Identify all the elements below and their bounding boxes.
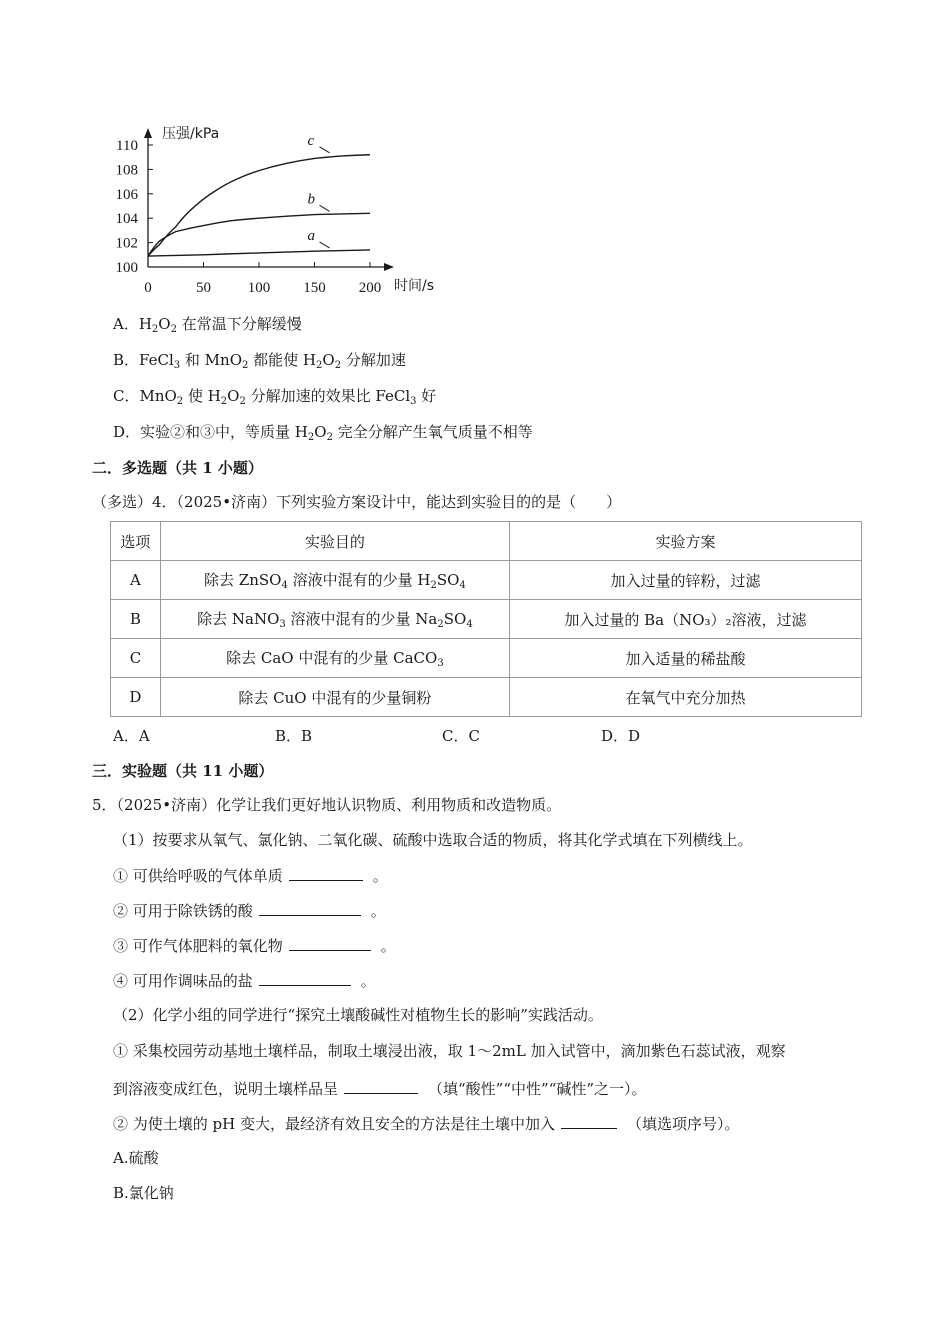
row-goal: 除去 CaO 中混有的少量 CaCO$_3$ bbox=[160, 639, 509, 678]
x-tick-label: 200 bbox=[358, 280, 382, 296]
q5-step1-line2: 到溶液变成红色，说明土壤样品呈 （填“酸性”“中性”“碱性”之一）。 bbox=[113, 1077, 647, 1099]
row-plan: 在氧气中充分加热 bbox=[509, 678, 861, 717]
q5-part1: （1）按要求从氧气、氯化钠、二氧化碳、硫酸中选取合适的物质，将其化学式填在下列横线上。 bbox=[113, 831, 753, 849]
section-2-title: 二．多选题（共 1 小题） bbox=[92, 459, 263, 477]
table-row bbox=[111, 561, 862, 600]
q4-answer-d[interactable]: D．D bbox=[601, 727, 641, 745]
row-plan: 加入过量的锌粉，过滤 bbox=[509, 561, 861, 600]
q5-item2: ② 可用于除铁锈的酸 。 bbox=[113, 899, 386, 921]
q5-step1-line1: ① 采集校园劳动基地土壤样品，制取土壤浸出液，取 1～2mL 加入试管中，滴加紫色石蕊试液，观察 bbox=[113, 1042, 786, 1060]
header-plan: 实验方案 bbox=[509, 522, 861, 561]
x-tick-label: 50 bbox=[196, 280, 211, 296]
table-row bbox=[111, 639, 862, 678]
y-axis-label: 压强/kPa bbox=[162, 126, 220, 142]
y-tick-label: 108 bbox=[115, 162, 138, 179]
row-goal: 除去 ZnSO$_4$ 溶液中混有的少量 $H_2SO_4$ bbox=[160, 561, 509, 600]
q5-stem: 5．（2025•济南）化学让我们更好地认识物质、利用物质和改造物质。 bbox=[92, 796, 562, 814]
q5-step2: ② 为使土壤的 pH 变大，最经济有效且安全的方法是往土壤中加入 （填选项序号）。 bbox=[113, 1112, 740, 1134]
chart-series bbox=[148, 133, 370, 256]
q5-part2: （2）化学小组的同学进行“探究土壤酸碱性对植物生长的影响”实践活动。 bbox=[113, 1006, 603, 1024]
x-axis-arrow bbox=[384, 263, 394, 271]
series-label-b: b bbox=[307, 191, 315, 208]
answer-blank[interactable] bbox=[259, 899, 361, 916]
q5-item4: ④ 可用作调味品的盐 。 bbox=[113, 969, 376, 991]
q3-option-c: C．MnO$_2$ 使 $H_2O_2$ 分解加速的效果比 FeCl$_3$ 好 bbox=[113, 387, 437, 407]
series-label-c: c bbox=[307, 132, 315, 149]
answer-blank[interactable] bbox=[289, 934, 371, 951]
row-option: C bbox=[111, 639, 161, 678]
table-header-row bbox=[111, 522, 862, 561]
experiment-plan-table bbox=[110, 521, 862, 717]
y-axis-arrow bbox=[144, 128, 152, 138]
q4-answer-a[interactable]: A．A bbox=[113, 727, 150, 745]
q5-item3: ③ 可作气体肥料的氧化物 。 bbox=[113, 934, 396, 956]
q5-choice-a: A.硫酸 bbox=[113, 1149, 159, 1167]
y-tick-label: 100 bbox=[115, 260, 138, 276]
section-3-title: 三．实验题（共 11 小题） bbox=[92, 762, 274, 780]
q3-option-b: B．FeCl$_3$ 和 MnO$_2$ 都能使 $H_2O_2$ 分解加速 bbox=[113, 351, 406, 371]
y-tick-label: 110 bbox=[116, 138, 138, 154]
q3-option-a: A．$H_2O_2$ 在常温下分解缓慢 bbox=[113, 315, 302, 335]
row-plan: 加入过量的 Ba（NO₃）₂溶液，过滤 bbox=[509, 600, 861, 639]
row-option: D bbox=[111, 678, 161, 717]
answer-blank[interactable] bbox=[289, 864, 363, 881]
answer-blank[interactable] bbox=[561, 1112, 617, 1129]
table-row bbox=[111, 678, 862, 717]
y-tick-label: 102 bbox=[115, 235, 138, 252]
q4-stem: （多选）4．（2025•济南）下列实验方案设计中，能达到实验目的的是（ ） bbox=[92, 493, 622, 511]
x-axis-label: 时间/s bbox=[394, 278, 435, 294]
series-leader-b bbox=[320, 205, 330, 211]
q4-answer-b[interactable]: B．B bbox=[275, 727, 313, 745]
answer-blank[interactable] bbox=[344, 1077, 418, 1094]
x-tick-label: 100 bbox=[247, 280, 271, 296]
q4-answer-c[interactable]: C．C bbox=[442, 727, 480, 745]
series-leader-c bbox=[320, 147, 330, 153]
header-option: 选项 bbox=[111, 522, 161, 561]
series-line-c bbox=[148, 155, 370, 256]
q5-item1: ① 可供给呼吸的气体单质 。 bbox=[113, 864, 388, 886]
pressure-time-chart bbox=[100, 118, 460, 298]
series-line-a bbox=[148, 250, 370, 256]
q5-choice-b: B.氯化钠 bbox=[113, 1184, 174, 1202]
answer-blank[interactable] bbox=[259, 969, 351, 986]
table-row bbox=[111, 600, 862, 639]
q3-option-d: D．实验②和③中，等质量 $H_2O_2$ 完全分解产生氧气质量不相等 bbox=[113, 423, 533, 443]
y-tick-label: 106 bbox=[115, 186, 138, 203]
row-goal: 除去 CuO 中混有的少量铜粉 bbox=[160, 678, 509, 717]
x-tick-label: 0 bbox=[144, 280, 152, 296]
row-option: A bbox=[111, 561, 161, 600]
series-leader-a bbox=[320, 242, 330, 248]
y-tick-label: 104 bbox=[115, 211, 138, 228]
row-plan: 加入适量的稀盐酸 bbox=[509, 639, 861, 678]
series-label-a: a bbox=[307, 227, 315, 244]
header-goal: 实验目的 bbox=[160, 522, 509, 561]
row-option: B bbox=[111, 600, 161, 639]
x-tick-label: 150 bbox=[303, 280, 326, 296]
row-goal: 除去 NaNO$_3$ 溶液中混有的少量 $Na_2SO_4$ bbox=[160, 600, 509, 639]
